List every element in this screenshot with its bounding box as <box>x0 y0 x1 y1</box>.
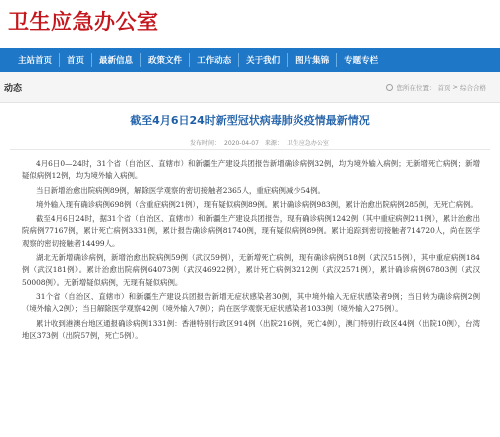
article-paragraph: 累计收到港澳台地区通报确诊病例1331例：香港特别行政区914例（出院216例，死亡4例），澳门特别行政区44例（出院10例），台湾地区373例（出院57例，死亡5例）。 <box>22 318 480 340</box>
location-icon <box>386 84 393 91</box>
main-nav <box>0 48 500 72</box>
breadcrumb-current[interactable]: 综合合格 <box>460 83 486 92</box>
article-paragraph: 当日新增治愈出院病例89例，解除医学观察的密切接触者2365人，重症病例减少54例。 <box>36 185 325 195</box>
breadcrumb <box>386 83 500 92</box>
article-paragraph: 境外输入现有确诊病例698例（含重症病例21例），现有疑似病例89例。累计确诊病例983例，累计治愈出院病例285例，无死亡病例。 <box>36 199 478 209</box>
nav-item-home[interactable]: 首页 <box>67 56 85 66</box>
nav-separator <box>189 53 190 67</box>
publish-date: 2020-04-07 <box>224 140 259 147</box>
breadcrumb-separator: > <box>452 83 458 91</box>
nav-separator <box>287 53 288 67</box>
article-paragraph: 截至4月6日24时，据31个省（自治区、直辖市）和新疆生产建设兵团报告，现有确诊病例1242例（其中重症病例211例），累计治愈出院病例77167例，累计死亡病例3331例，累计报告确诊病例81740例，现有疑似病例89例。累计追踪到密切接触者714720人，尚在医学观察的密切接触者14499人。 <box>22 214 480 248</box>
nav-separator <box>91 53 92 67</box>
article-paragraph: 4月6日0—24时，31个省（自治区、直辖市）和新疆生产建设兵团报告新增确诊病例32例，均为境外输入病例；无新增死亡病例；新增疑似病例12例，均为境外输入病例。 <box>22 159 480 181</box>
article-paragraph: 湖北无新增确诊病例，新增治愈出院病例59例（武汉59例），无新增死亡病例，现有确诊病例518例（武汉515例），其中重症病例184例（武汉181例）。累计治愈出院病例64073例（武汉46922例），累计死亡病例3212例（武汉2571例），累计确诊病例67803例（武汉50008例）。无新增疑似病例，无现有疑似病例。 <box>22 253 480 287</box>
source-label: 来源： <box>264 140 283 147</box>
nav-separator <box>336 53 337 67</box>
section-label: 动态 <box>4 83 23 94</box>
nav-item-main-site-home[interactable]: 主站首页 <box>18 56 53 66</box>
title-divider <box>10 149 490 150</box>
breadcrumb-home-link[interactable]: 首页 <box>437 83 451 92</box>
article-title: 截至4月6日24时新型冠状病毒肺炎疫情最新情况 <box>130 114 370 127</box>
nav-separator <box>140 53 141 67</box>
nav-item-special-topics[interactable]: 专题专栏 <box>344 56 379 66</box>
site-title[interactable]: 卫生应急办公室 <box>8 10 159 34</box>
article-meta <box>190 138 333 147</box>
site-header <box>0 0 500 44</box>
nav-item-policy-documents[interactable]: 政策文件 <box>148 56 183 66</box>
breadcrumb-prefix: 您所在位置： <box>396 83 436 92</box>
nav-item-photo-gallery[interactable]: 图片集锦 <box>295 56 330 66</box>
article-body <box>22 158 480 344</box>
nav-separator <box>238 53 239 67</box>
publish-date-label: 发布时间： <box>190 140 221 147</box>
section-bar <box>0 72 500 103</box>
article <box>0 106 500 437</box>
nav-item-latest-news[interactable]: 最新信息 <box>99 56 134 66</box>
source-value: 卫生应急办公室 <box>286 140 329 147</box>
nav-separator <box>59 53 60 67</box>
nav-item-about-us[interactable]: 关于我们 <box>246 56 281 66</box>
article-paragraph: 31个省（自治区、直辖市）和新疆生产建设兵团报告新增无症状感染者30例，其中境外输入无症状感染者9例；当日转为确诊病例2例（境外输入2例）；当日解除医学观察42例（境外输入7例）；尚在医学观察无症状感染者1033例（境外输入275例）。 <box>22 291 480 314</box>
nav-item-work-updates[interactable]: 工作动态 <box>197 56 232 66</box>
